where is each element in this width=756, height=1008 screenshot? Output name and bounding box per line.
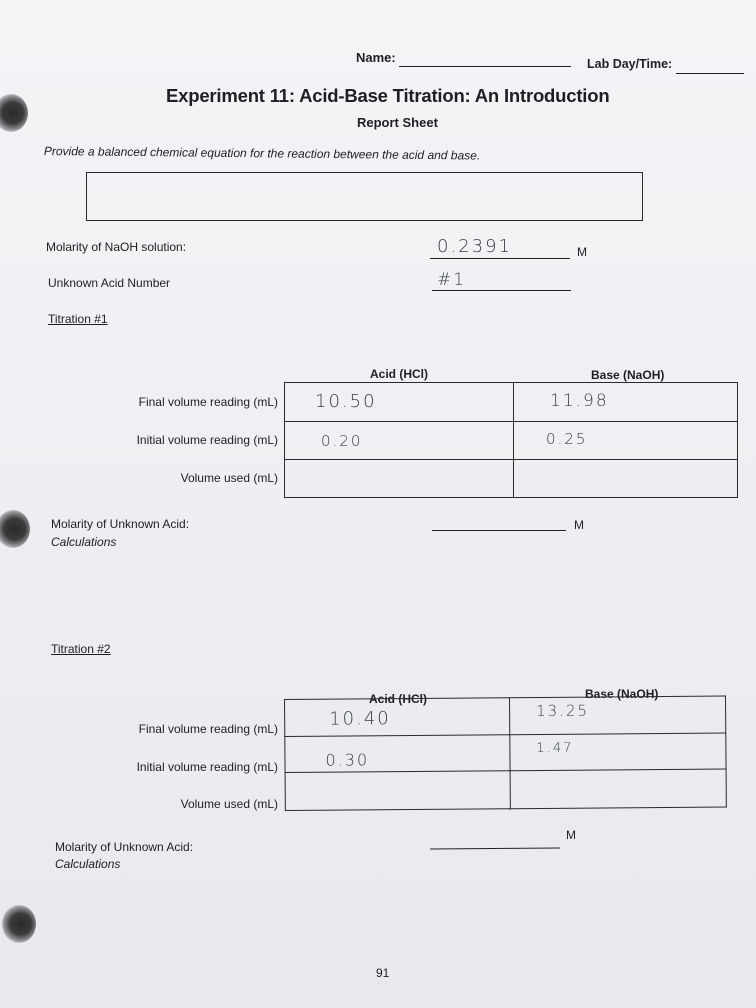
titration2-table	[284, 696, 727, 811]
t2-final-acid-value: 10.40	[329, 708, 391, 730]
unknown-acid-value[interactable]: #1	[437, 270, 467, 290]
equation-answer-box[interactable]	[86, 172, 643, 221]
punch-hole-middle	[0, 510, 30, 548]
name-line[interactable]	[399, 66, 571, 67]
t1-calculations-label: Calculations	[51, 535, 117, 549]
t2-initial-base-cell[interactable]	[510, 733, 726, 771]
t1-row-final-label: Final volume reading (mL)	[138, 395, 278, 409]
t1-final-acid-cell[interactable]	[285, 383, 514, 422]
t2-final-acid-cell[interactable]	[285, 698, 510, 737]
t2-initial-base-value: 1.47	[536, 740, 574, 757]
t2-final-base-value: 13.25	[536, 701, 590, 721]
equation-prompt: Provide a balanced chemical equation for the reaction between the acid and base.	[43, 144, 481, 163]
titration2-heading: Titration #2	[51, 642, 111, 656]
t2-final-base-cell[interactable]	[509, 696, 725, 735]
page-number: 91	[376, 966, 390, 980]
t2-row-initial-label: Initial volume reading (mL)	[136, 760, 278, 774]
naoh-molarity-line	[430, 258, 570, 259]
punch-hole-bottom	[2, 905, 36, 943]
titration1-table	[284, 382, 738, 498]
labday-line[interactable]	[676, 73, 744, 74]
t1-final-acid-value: 10.50	[315, 391, 377, 412]
t2-volume-base-cell[interactable]	[510, 769, 726, 809]
naoh-unit: M	[577, 245, 587, 259]
t2-volume-acid-cell[interactable]	[285, 771, 510, 811]
page-title: Experiment 11: Acid-Base Titration: An Introduction	[166, 85, 610, 106]
t1-initial-base-cell[interactable]	[514, 422, 738, 460]
naoh-molarity-label: Molarity of NaOH solution:	[46, 240, 187, 254]
t1-row-initial-label: Initial volume reading (mL)	[136, 433, 278, 447]
punch-hole-top	[0, 94, 28, 132]
t2-molarity-line[interactable]	[430, 848, 560, 850]
t2-row-volume-label: Volume used (mL)	[180, 797, 278, 811]
t2-initial-acid-value: 0.30	[325, 750, 370, 770]
t2-col-acid-header: Acid (HCl)	[369, 692, 427, 706]
t2-col-base-header: Base (NaOH)	[585, 687, 659, 701]
t1-col-base-header: Base (NaOH)	[591, 368, 665, 382]
t1-initial-base-value: 0.25	[546, 430, 588, 448]
unknown-acid-line	[432, 290, 571, 291]
t1-volume-base-cell[interactable]	[514, 460, 738, 498]
t2-row-final-label: Final volume reading (mL)	[138, 722, 278, 736]
t2-molarity-label: Molarity of Unknown Acid:	[55, 840, 194, 854]
t1-volume-acid-cell[interactable]	[285, 460, 514, 498]
t1-molarity-unit: M	[574, 518, 584, 532]
page-subtitle: Report Sheet	[357, 115, 438, 130]
t2-calculations-label: Calculations	[55, 857, 121, 871]
t1-initial-acid-cell[interactable]	[285, 422, 514, 460]
naoh-molarity-value[interactable]: 0.2391	[437, 236, 512, 257]
t1-final-base-cell[interactable]	[514, 383, 738, 422]
unknown-acid-label: Unknown Acid Number	[48, 276, 171, 290]
t2-molarity-unit: M	[566, 828, 576, 842]
t1-final-base-value: 11.98	[550, 391, 609, 411]
t1-initial-acid-value: 0.20	[321, 432, 363, 450]
t1-row-volume-label: Volume used (mL)	[180, 471, 278, 485]
t1-molarity-label: Molarity of Unknown Acid:	[51, 517, 190, 531]
labday-label: Lab Day/Time:	[587, 57, 673, 71]
name-label: Name:	[356, 50, 396, 65]
t1-col-acid-header: Acid (HCl)	[370, 367, 428, 381]
titration1-heading: Titration #1	[48, 312, 108, 326]
t2-initial-acid-cell[interactable]	[285, 735, 510, 773]
t1-molarity-line[interactable]	[432, 530, 566, 531]
